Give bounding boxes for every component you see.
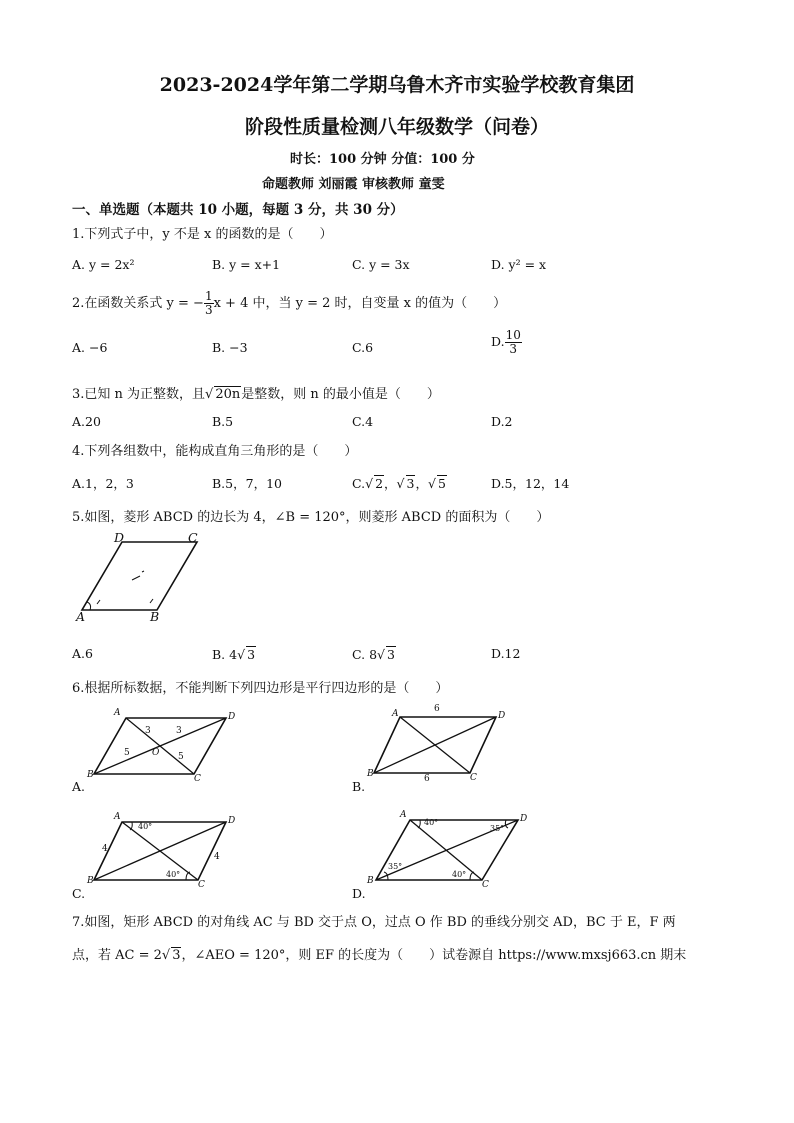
q6a-num-4: 5: [178, 752, 184, 762]
q5-rhombus-figure: [72, 530, 212, 625]
q6-option-a: A.: [72, 779, 86, 794]
q2-option-d-fraction: [505, 329, 522, 356]
q7-line2-after: ，∠AEO = 120°，则 EF 的长度为（ ）试卷源自 https://www.mxsj663.cn 期末: [181, 948, 687, 963]
teacher-info: 命题教师 刘丽霞 审核教师 童雯: [262, 177, 445, 192]
q6c-side-1: 4: [102, 844, 108, 854]
q1-option-d: D. y² = x: [491, 257, 547, 272]
q2-stem-after: x + 4 中，当 y = 2 时，自变量 x 的值为（ ）: [213, 296, 507, 311]
q6-figure-b: [366, 703, 526, 783]
q2-d-num: 10: [505, 328, 521, 342]
q6b-num-top: 6: [434, 704, 440, 714]
q5-label-d: D: [114, 530, 125, 545]
q5-c-prefix: C. 8: [352, 647, 378, 662]
q6c-angle-1: 40°: [138, 822, 153, 831]
q6c-side-2: 4: [214, 852, 220, 862]
q4-option-a: A.1，2，3: [72, 476, 134, 491]
q2-frac-num: 1: [204, 289, 213, 303]
exam-title-line1: 2023-2024学年第二学期乌鲁木齐市实验学校教育集团: [159, 74, 635, 96]
exam-title-line2: 阶段性质量检测八年级数学（问卷）: [244, 116, 549, 138]
q6c-label-d: D: [228, 816, 236, 826]
q6d-label-a: A: [400, 810, 407, 820]
q6b-label-c: C: [470, 773, 477, 783]
q3-option-b: B.5: [212, 414, 234, 429]
q2-option-c: C.6: [352, 340, 374, 355]
q7-line2: 点，若 AC = 2√ 3，∠AEO = 120°，则 EF 的长度为（ ）试卷源自 https://www.mxsj663.cn 期末: [72, 948, 687, 963]
q6-option-b: B.: [352, 779, 366, 794]
q6a-label-c: C: [194, 774, 201, 784]
q4-c-rad3: 5: [437, 476, 446, 491]
q6c-label-c: C: [198, 880, 205, 890]
q1-option-c: C. y = 3x: [352, 257, 410, 272]
q5-option-c: C. 8√ 3: [352, 647, 395, 662]
q6d-angle-2: 35°: [490, 824, 505, 833]
q6b-label-d: D: [498, 711, 506, 721]
q6-figure-a: [86, 708, 246, 788]
q5-option-a: A.6: [72, 646, 93, 661]
q5-b-rad: 3: [247, 647, 256, 662]
q7-line2-before: 点，若 AC = 2: [72, 948, 162, 963]
q1-stem: 1.下列式子中，y 不是 x 的函数的是（ ）: [72, 227, 333, 242]
q1-option-a: A. y = 2x²: [72, 257, 135, 272]
q6d-label-c: C: [482, 880, 489, 890]
q6c-angle-2: 40°: [166, 870, 181, 879]
q5-label-a: A: [76, 609, 86, 624]
q6a-num-1: 3: [145, 726, 151, 736]
q6a-label-o: O: [152, 748, 160, 758]
q1-option-b: B. y = x+1: [212, 257, 281, 272]
q4-c-sep1: ，: [384, 476, 397, 491]
q5-option-b: B. 4√ 3: [212, 647, 256, 662]
q4-option-d: D.5，12，14: [491, 476, 570, 491]
q2-option-d-prefix: D.: [491, 334, 505, 349]
q6b-num-bottom: 6: [424, 774, 430, 784]
q6a-label-d: D: [228, 712, 236, 722]
q6a-label-a: A: [114, 708, 121, 718]
q6b-label-b: B: [367, 769, 374, 779]
q4-c-sep2: ，: [415, 476, 428, 491]
q2-stem-before: 2.在函数关系式 y = −: [72, 296, 204, 311]
q2-stem: [72, 290, 506, 317]
q6d-angle-1: 40°: [424, 818, 439, 827]
q4-c-rad1: 2: [375, 476, 384, 491]
q5-option-d: D.12: [491, 646, 521, 661]
q6c-label-b: B: [87, 876, 94, 886]
q2-fraction: [204, 290, 214, 317]
q5-label-b: B: [150, 609, 160, 624]
q2-frac-den: 3: [204, 303, 213, 317]
q6b-label-a: A: [392, 709, 399, 719]
q2-d-den: 3: [509, 342, 518, 356]
q6d-label-d: D: [520, 814, 528, 824]
q4-c-prefix: C.: [352, 476, 366, 491]
q3-option-a: A.20: [72, 414, 101, 429]
q6d-label-b: B: [367, 876, 374, 886]
q4-option-c: C.√ 2，√ 3，√ 5: [352, 476, 446, 491]
q4-option-b: B.5，7，10: [212, 476, 282, 491]
q3-option-d: D.2: [491, 414, 513, 429]
q3-option-c: C.4: [352, 414, 374, 429]
q6-figure-c: [86, 810, 246, 890]
q3-stem: 3.已知 n 为正整数，且√ 20n是整数，则 n 的最小值是（ ）: [72, 387, 440, 402]
q6-stem: 6.根据所标数据，不能判断下列四边形是平行四边形的是（ ）: [72, 681, 449, 696]
q6d-angle-3: 35°: [388, 862, 403, 871]
q3-stem-after: 是整数，则 n 的最小值是（ ）: [241, 387, 440, 402]
q2-option-b: B. −3: [212, 340, 248, 355]
q4-stem: 4.下列各组数中，能构成直角三角形的是（ ）: [72, 444, 358, 459]
q4-c-rad2: 3: [406, 476, 415, 491]
q6c-label-a: A: [114, 812, 121, 822]
q3-radicand: 20n: [215, 387, 241, 402]
q6-option-c: C.: [72, 886, 86, 901]
q2-option-a: A. −6: [72, 340, 108, 355]
q7-line1: 7.如图，矩形 ABCD 的对角线 AC 与 BD 交于点 O，过点 O 作 BD 的垂线分别交 AD，BC 于 E，F 两: [72, 915, 676, 930]
q5-c-rad: 3: [387, 647, 395, 662]
q5-label-c: C: [188, 530, 198, 545]
q5-stem: 5.如图，菱形 ABCD 的边长为 4，∠B = 120°，则菱形 ABCD 的面积为（ ）: [72, 510, 550, 525]
q6-figure-d: [366, 808, 536, 890]
time-score-info: 时长：100 分钟 分值：100 分: [290, 152, 475, 167]
q3-stem-before: 3.已知 n 为正整数，且: [72, 387, 206, 402]
q6a-label-b: B: [87, 770, 94, 780]
q6d-angle-4: 40°: [452, 870, 467, 879]
q7-line2-rad: 3: [172, 948, 181, 963]
q6a-num-2: 3: [176, 726, 182, 736]
q5-b-prefix: B. 4: [212, 647, 238, 662]
q2-option-d: [491, 329, 522, 356]
q6-option-d: D.: [352, 886, 366, 901]
section-heading: 一、单选题（本题共 10 小题，每题 3 分，共 30 分）: [72, 202, 404, 218]
q6a-num-3: 5: [124, 748, 130, 758]
